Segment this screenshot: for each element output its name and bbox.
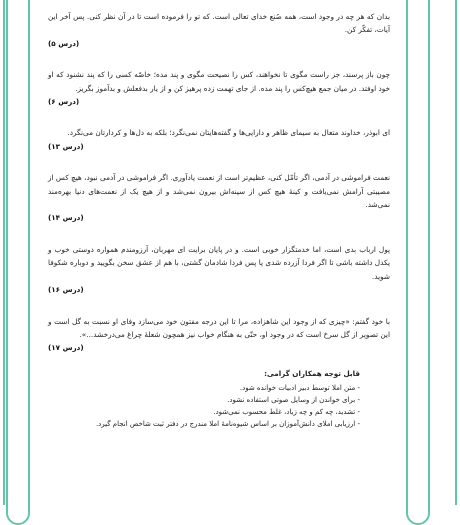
paragraph-6 — [48, 315, 390, 355]
note-item: - ارزیابی املای دانش‌آموزان بر اساس شیوه‌نامهٔ املا مندرج در دفتر ثبت شاخص انجام گیرد. — [95, 420, 360, 428]
paragraph-text: نعمت فراموشی در آدمی، اگر تأمّل کنی، عظیم‌تر است از نعمت یادآوری. اگر فراموشی در آدمی نبود، هیچ کس از مصیبتی آرامش نمی‌یافت و کینهٔ هیچ کس از سینه‌اش بیرون نمی‌شد و از هیچ یک از نعمت‌های دنیا بهره‌مند نمی‌شد. — [48, 173, 390, 210]
paragraph-text: پول ارباب بدی است، اما خدمتگزار خوبی است. و در پایان برایت ای مهربان، آرزومندم همواره دوستی خوب و یکدل داشته باشی تا اگر فردا آزرده شدی یا پس فردا شادمان گشتی، با هم از عشق سخن بگویید و دوباره شکوفا شوید. — [48, 244, 390, 281]
document-page — [36, 0, 400, 505]
lesson-reference: (درس ۱۷) — [48, 343, 84, 353]
right-binding-rail — [406, 0, 430, 525]
teacher-notes — [54, 368, 360, 430]
note-item: - برای خواندن از وسایل صوتی استفاده نشود. — [227, 396, 360, 404]
left-border-line — [3, 0, 5, 505]
paragraph-text: ای ابوذر، خداوند متعال به سیمای ظاهر و دارایی‌ها و گفته‌هایتان نمی‌نگرد؛ بلکه به دل‌ها و کردارتان می‌نگرد. — [67, 128, 390, 138]
left-binding-rail — [6, 0, 30, 525]
paragraph-4 — [48, 171, 390, 225]
paragraph-2 — [48, 68, 390, 108]
paragraph-text: با خود گفتم: «چیزی که از وجود این شاهزاده، مرا تا این درجه مفتون خود می‌سازد وفای او نسبت به گل است و این تصویر از گل سرخ است که در وجود او، حتّی به هنگام خواب نیز همچون شعلهٔ چراغ می‌درخشد...». — [48, 316, 390, 339]
lesson-reference: (درس ۱۴) — [48, 213, 84, 223]
note-item: - تشدید، چه کم و چه زیاد، غلط محسوب نمی‌شود. — [213, 408, 360, 416]
paragraph-text: بدان که هر چه در وجود است، همه صُنع خدای تعالی است. که تو را فرموده است تا در آن نظر کنی. پس آخر این آیات، تفکّر کن. — [48, 12, 390, 35]
paragraph-5 — [48, 243, 390, 297]
dictation-text — [48, 10, 390, 373]
lesson-reference: (درس ۱۶) — [48, 285, 84, 295]
notes-title: قابل توجه همکاران گرامی: — [264, 369, 360, 378]
lesson-reference: (درس ۶) — [48, 97, 80, 107]
right-border-line — [455, 0, 457, 505]
paragraph-3 — [48, 126, 390, 153]
lesson-reference: (درس ۱۳) — [48, 141, 84, 151]
paragraph-1 — [48, 10, 390, 50]
lesson-reference: (درس ۵) — [48, 38, 80, 48]
paragraph-text: چون باز پرسند، جز راست مگوی تا نخواهند، کس را نصیحت مگوی و پند مده؛ خاصّه کسی را که پند نشنود که او خود اوفتد. در میان جمع هیچ‌کس را پند مده. از جای تهمت زده پرهیز کن و از یار بدفعلش و بدآموز بگریز. — [48, 70, 390, 93]
note-item: - متن املا توسط دبیر ادبیات خوانده شود. — [239, 384, 360, 392]
